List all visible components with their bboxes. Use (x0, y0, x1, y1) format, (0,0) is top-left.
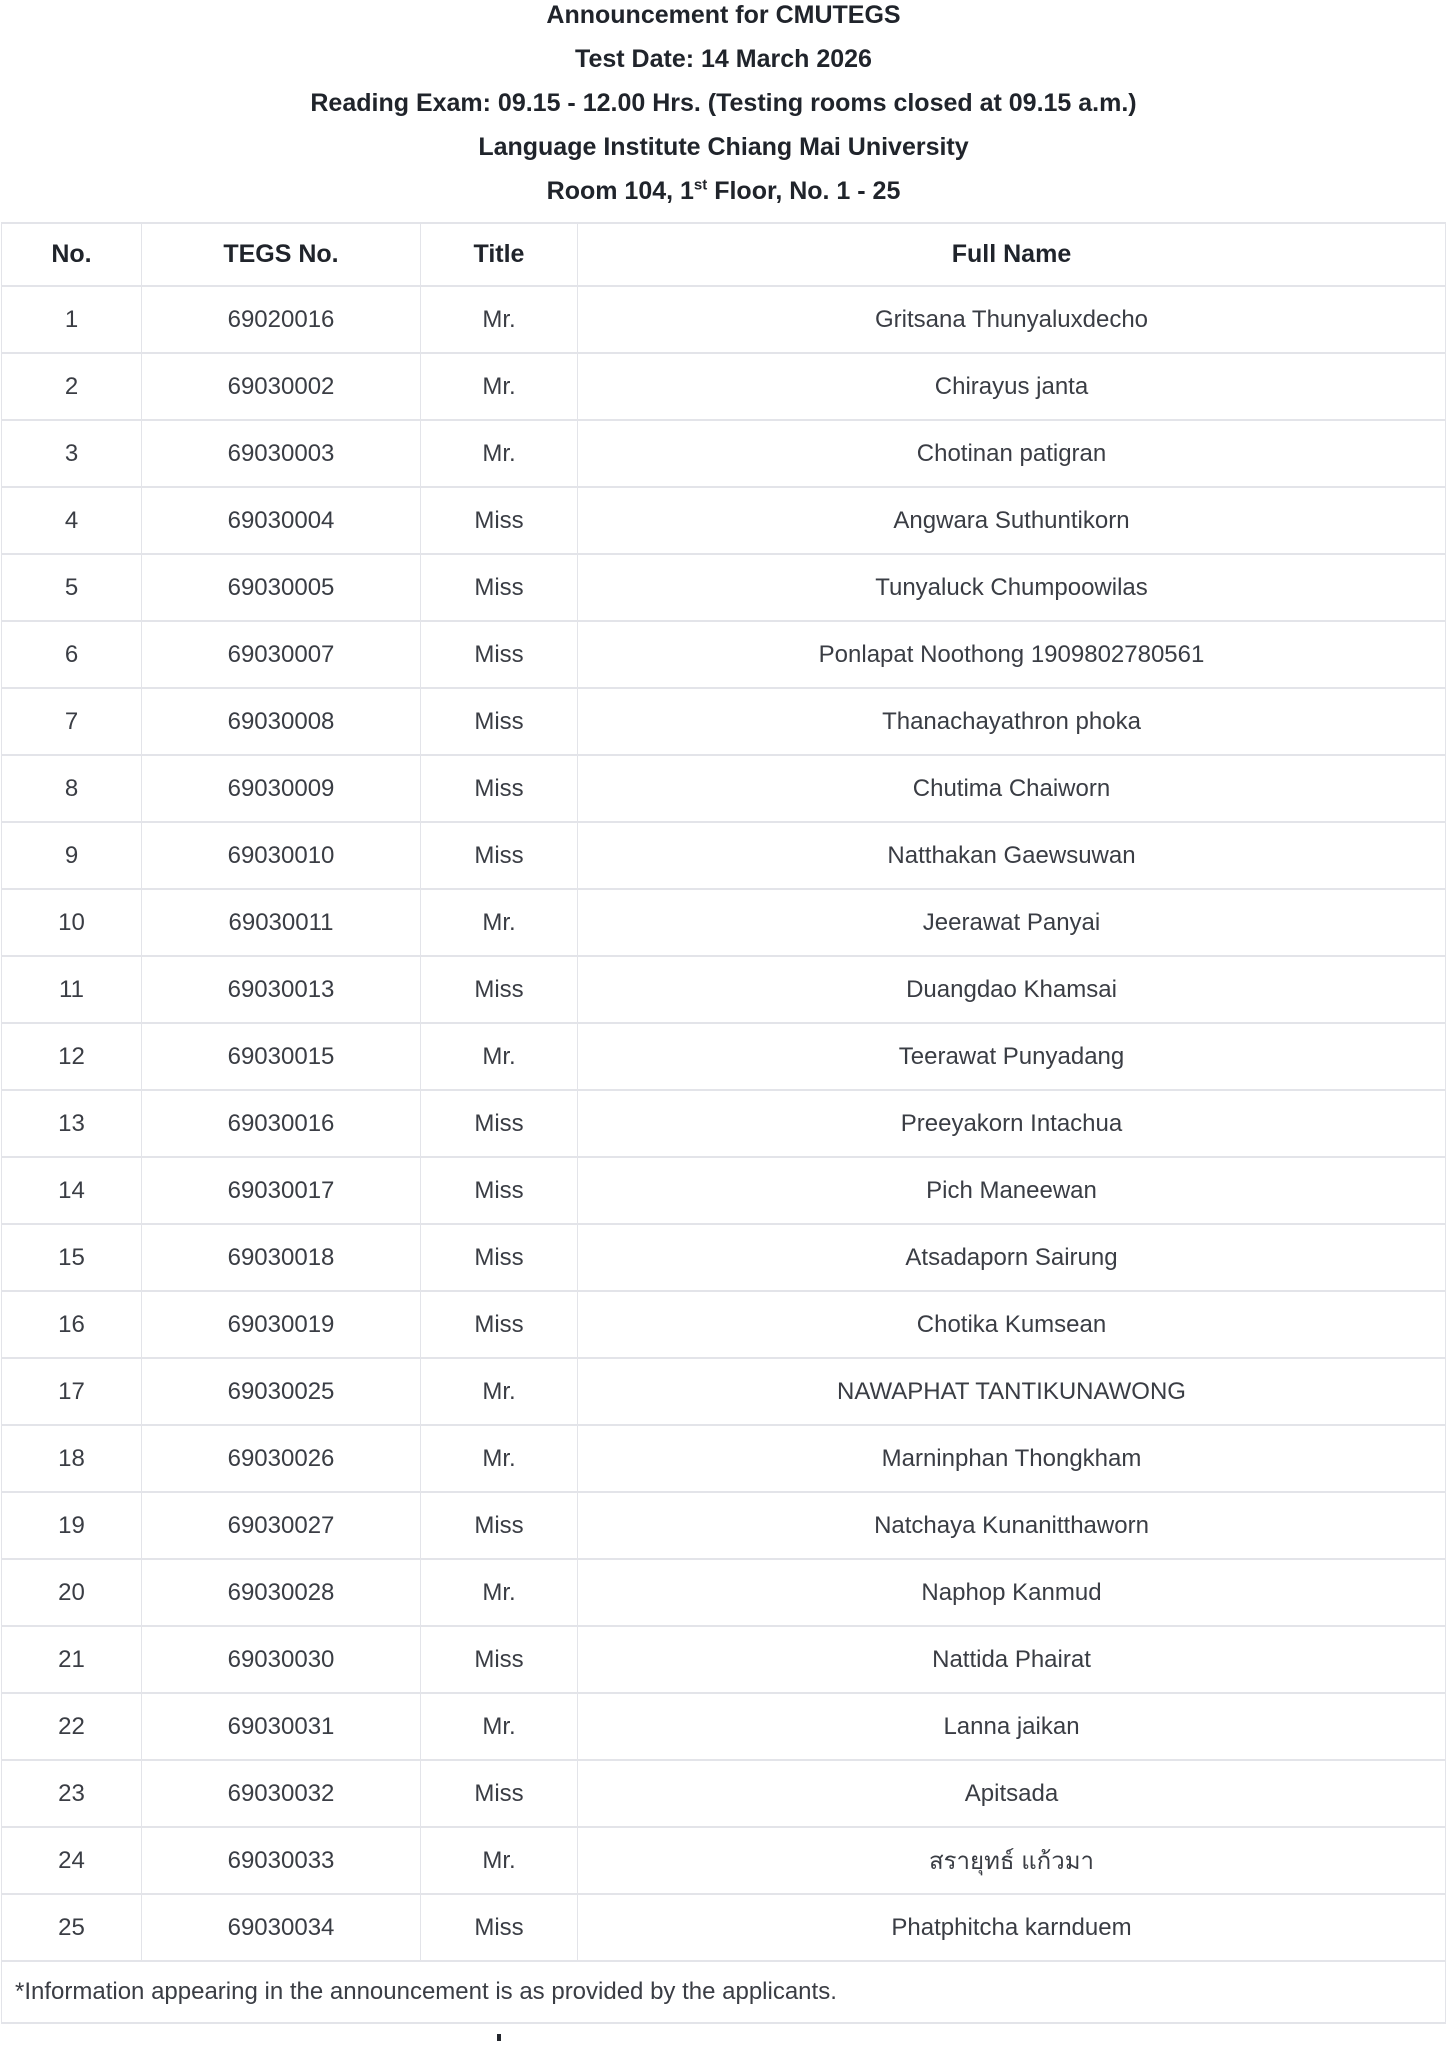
room-line-pre: Room 104, 1 (546, 177, 694, 205)
cell-tegs-no: 69030007 (142, 621, 421, 688)
cell-tegs-no: 69030005 (142, 554, 421, 621)
cell-no: 2 (2, 353, 142, 420)
column-header-no: No. (2, 223, 142, 286)
cell-full-name: Teerawat Punyadang (578, 1023, 1446, 1090)
cell-title: Miss (421, 621, 578, 688)
footnote: *Information appearing in the announcement is as provided by the applicants. (2, 1961, 1446, 2023)
cell-full-name: Phatphitcha karnduem (578, 1894, 1446, 1961)
cell-full-name: Lanna jaikan (578, 1693, 1446, 1760)
cell-no: 16 (2, 1291, 142, 1358)
cell-no: 10 (2, 889, 142, 956)
table-row (2, 487, 1446, 554)
cell-no: 21 (2, 1626, 142, 1693)
cell-title: Miss (421, 1090, 578, 1157)
cell-title: Miss (421, 822, 578, 889)
cell-no: 15 (2, 1224, 142, 1291)
cell-tegs-no: 69030002 (142, 353, 421, 420)
cell-title: Miss (421, 1894, 578, 1961)
cell-no: 24 (2, 1827, 142, 1894)
cell-full-name: Apitsada (578, 1760, 1446, 1827)
announcement-header (0, 0, 1447, 213)
table-row (2, 1559, 1446, 1626)
cell-full-name: Natthakan Gaewsuwan (578, 822, 1446, 889)
cell-no: 17 (2, 1358, 142, 1425)
table-row (2, 1358, 1446, 1425)
cell-title: Miss (421, 1626, 578, 1693)
cell-title: Mr. (421, 1023, 578, 1090)
table-body (2, 286, 1446, 1961)
cell-title: Miss (421, 1760, 578, 1827)
cell-full-name: Chotinan patigran (578, 420, 1446, 487)
cell-full-name: Duangdao Khamsai (578, 956, 1446, 1023)
cell-no: 11 (2, 956, 142, 1023)
cell-title: Miss (421, 1224, 578, 1291)
cell-title: Miss (421, 956, 578, 1023)
cell-no: 6 (2, 621, 142, 688)
cell-full-name: Tunyaluck Chumpoowilas (578, 554, 1446, 621)
cell-title: Mr. (421, 1425, 578, 1492)
cell-no: 8 (2, 755, 142, 822)
cell-full-name: สรายุทธ์ แก้วมา (578, 1827, 1446, 1894)
cell-no: 25 (2, 1894, 142, 1961)
cell-full-name: Ponlapat Noothong 1909802780561 (578, 621, 1446, 688)
cell-title: Mr. (421, 889, 578, 956)
table-row (2, 286, 1446, 353)
cell-no: 18 (2, 1425, 142, 1492)
cell-full-name: Chotika Kumsean (578, 1291, 1446, 1358)
table-row (2, 889, 1446, 956)
cell-no: 9 (2, 822, 142, 889)
test-date-line: Test Date: 14 March 2026 (575, 45, 872, 73)
room-line-post: Floor, No. 1 - 25 (707, 177, 901, 205)
table-row (2, 1425, 1446, 1492)
table-footer (2, 1961, 1446, 2023)
cell-tegs-no: 69030013 (142, 956, 421, 1023)
cell-full-name: Preeyakorn Intachua (578, 1090, 1446, 1157)
cell-title: Miss (421, 487, 578, 554)
cell-full-name: Pich Maneewan (578, 1157, 1446, 1224)
cell-full-name: Chirayus janta (578, 353, 1446, 420)
cell-tegs-no: 69030003 (142, 420, 421, 487)
cell-tegs-no: 69030008 (142, 688, 421, 755)
cell-no: 1 (2, 286, 142, 353)
table-row (2, 1827, 1446, 1894)
table-row (2, 1291, 1446, 1358)
cell-no: 7 (2, 688, 142, 755)
cell-tegs-no: 69030004 (142, 487, 421, 554)
cell-tegs-no: 69030018 (142, 1224, 421, 1291)
cell-full-name: Angwara Suthuntikorn (578, 487, 1446, 554)
cell-title: Mr. (421, 353, 578, 420)
cell-tegs-no: 69030032 (142, 1760, 421, 1827)
cell-tegs-no: 69030033 (142, 1827, 421, 1894)
cell-title: Miss (421, 755, 578, 822)
cell-full-name: Gritsana Thunyaluxdecho (578, 286, 1446, 353)
cell-tegs-no: 69030019 (142, 1291, 421, 1358)
cell-no: 19 (2, 1492, 142, 1559)
cell-full-name: Nattida Phairat (578, 1626, 1446, 1693)
cell-tegs-no: 69020016 (142, 286, 421, 353)
cell-full-name: Jeerawat Panyai (578, 889, 1446, 956)
cell-tegs-no: 69030010 (142, 822, 421, 889)
table-row (2, 420, 1446, 487)
cell-no: 4 (2, 487, 142, 554)
cell-tegs-no: 69030028 (142, 1559, 421, 1626)
cell-full-name: Thanachayathron phoka (578, 688, 1446, 755)
cell-no: 12 (2, 1023, 142, 1090)
cell-tegs-no: 69030034 (142, 1894, 421, 1961)
cell-tegs-no: 69030017 (142, 1157, 421, 1224)
cell-full-name: Atsadaporn Sairung (578, 1224, 1446, 1291)
table-row (2, 956, 1446, 1023)
cell-full-name: Naphop Kanmud (578, 1559, 1446, 1626)
column-header-full-name: Full Name (578, 223, 1446, 286)
table-row (2, 1760, 1446, 1827)
table-header-row (2, 223, 1446, 286)
cell-title: Mr. (421, 1559, 578, 1626)
cell-no: 13 (2, 1090, 142, 1157)
cell-title: Mr. (421, 286, 578, 353)
table-row (2, 554, 1446, 621)
room-line-superscript: st (693, 176, 708, 194)
cell-full-name: Natchaya Kunanitthaworn (578, 1492, 1446, 1559)
cell-title: Mr. (421, 1693, 578, 1760)
footnote-row (2, 1961, 1446, 2023)
cell-full-name: Chutima Chaiworn (578, 755, 1446, 822)
room-line (0, 169, 1447, 213)
table-row (2, 1090, 1446, 1157)
table-header (2, 223, 1446, 286)
cell-title: Miss (421, 688, 578, 755)
cell-tegs-no: 69030016 (142, 1090, 421, 1157)
cell-tegs-no: 69030009 (142, 755, 421, 822)
cell-no: 5 (2, 554, 142, 621)
institute-line: Language Institute Chiang Mai University (478, 133, 969, 161)
applicants-table (1, 222, 1446, 2024)
cell-title: Miss (421, 554, 578, 621)
table-row (2, 621, 1446, 688)
cell-no: 3 (2, 420, 142, 487)
table-row (2, 1023, 1446, 1090)
cell-title: Miss (421, 1157, 578, 1224)
table-row (2, 1626, 1446, 1693)
cell-tegs-no: 69030030 (142, 1626, 421, 1693)
cell-title: Miss (421, 1492, 578, 1559)
cell-tegs-no: 69030027 (142, 1492, 421, 1559)
table-row (2, 822, 1446, 889)
table-row (2, 1492, 1446, 1559)
table-row (2, 1693, 1446, 1760)
cell-title: Mr. (421, 1827, 578, 1894)
clipped-text-bottom-artifact (497, 2034, 501, 2041)
cell-tegs-no: 69030026 (142, 1425, 421, 1492)
cell-title: Miss (421, 1291, 578, 1358)
cell-full-name: NAWAPHAT TANTIKUNAWONG (578, 1358, 1446, 1425)
column-header-title: Title (421, 223, 578, 286)
cell-tegs-no: 69030025 (142, 1358, 421, 1425)
exam-time-line: Reading Exam: 09.15 - 12.00 Hrs. (Testing rooms closed at 09.15 a.m.) (310, 89, 1137, 117)
column-header-tegs-no: TEGS No. (142, 223, 421, 286)
cell-full-name: Marninphan Thongkham (578, 1425, 1446, 1492)
cell-title: Mr. (421, 420, 578, 487)
cell-no: 23 (2, 1760, 142, 1827)
cell-no: 22 (2, 1693, 142, 1760)
table-row (2, 688, 1446, 755)
table-row (2, 1894, 1446, 1961)
cell-tegs-no: 69030011 (142, 889, 421, 956)
table-row (2, 1157, 1446, 1224)
table-row (2, 1224, 1446, 1291)
cell-title: Mr. (421, 1358, 578, 1425)
table-row (2, 755, 1446, 822)
cell-no: 20 (2, 1559, 142, 1626)
cell-tegs-no: 69030031 (142, 1693, 421, 1760)
table-row (2, 353, 1446, 420)
page-title: Announcement for CMUTEGS (546, 1, 901, 29)
cell-no: 14 (2, 1157, 142, 1224)
cell-tegs-no: 69030015 (142, 1023, 421, 1090)
